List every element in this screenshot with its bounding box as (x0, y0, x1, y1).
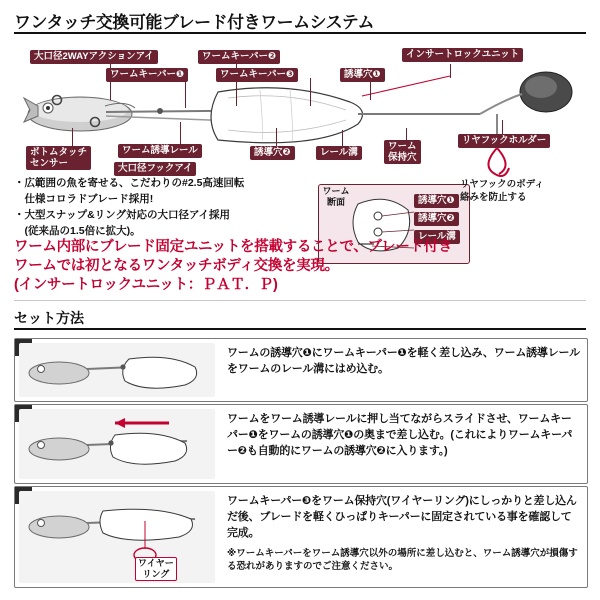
bottom-sensor-line1: ボトムタッチ (30, 147, 88, 158)
label-rail-groove: レール溝 (316, 146, 362, 160)
cross-section-title (321, 186, 351, 208)
step-3-text: ワームキーパー❸をワーム保持穴(ワイヤーリング)にしっかりと差し込んだ後、ブレードを軽くひっぱりキーパーに固定されている事を確認して完成。 (227, 495, 577, 539)
rear-hook-note (460, 178, 544, 204)
label-worm-keeper-3: ワームキーパー❸ (216, 68, 298, 82)
cross-title-line2: 断面 (326, 197, 345, 207)
leader-line (185, 80, 186, 108)
bullet-line: ・大型スナップ&リング対応の大口径アイ採用 (14, 209, 231, 221)
highlight-line: (インサートロックユニット：ＰＡＴ．Ｐ) (14, 277, 278, 293)
cross-label-guide-hole-1: 誘導穴❶ (414, 194, 459, 208)
leader-line (310, 78, 311, 106)
bullet-line: ・広範囲の魚を寄せる、こだわりの#2.5高速回転 (14, 177, 245, 189)
step-3-illustration (19, 491, 215, 583)
step-3-note: ※ワームキーパーをワーム誘導穴以外の場所に差し込むと、ワーム誘導穴が損傷する恐れがありますのでご注意ください。 (227, 548, 578, 572)
callout-line1: ワイヤー (138, 558, 174, 568)
worm-hold-line2: 保持穴 (388, 152, 417, 163)
label-big-eye-2way: 大口径2WAYアクションアイ (30, 50, 158, 64)
step-2 (14, 404, 588, 484)
step-2-illustration (19, 409, 215, 479)
bullet-line: 仕様コロラドブレード採用! (14, 193, 154, 205)
feature-bullets (14, 176, 304, 240)
label-worm-keeper-1: ワームキーパー❶ (106, 68, 188, 82)
cross-label-guide-hole-2: 誘導穴❷ (414, 212, 459, 226)
label-insert-lock-unit: インサートロックユニット (402, 48, 523, 62)
label-worm-guide-rail: ワーム誘導レール (118, 144, 202, 158)
label-worm-keeper-2: ワームキーパー❷ (198, 50, 280, 64)
bottom-sensor-line2: センサー (30, 158, 69, 169)
leader-line (450, 64, 451, 78)
label-big-eye-hook: 大口径フックアイ (114, 162, 196, 176)
label-guide-hole-1: 誘導穴❶ (340, 68, 385, 82)
highlight-paragraph (14, 238, 586, 295)
highlight-line: ワーム内部にブレード固定ユニットを搭載することで、ブレード付き (14, 239, 453, 255)
set-method-heading: セット方法 (14, 310, 84, 326)
set-method-divider (14, 328, 586, 330)
section-divider (14, 300, 586, 301)
leader-line (180, 122, 181, 144)
highlight-line: ワームでは初となるワンタッチボディ交換を実現。 (14, 258, 339, 274)
bullet-line: (従来品の1.5倍に拡大)。 (14, 225, 141, 237)
leader-line (276, 128, 277, 146)
title-divider (14, 32, 586, 34)
cross-label-rail-groove: レール溝 (414, 230, 460, 244)
callout-line2: リング (142, 569, 170, 579)
cross-title-line1: ワーム (322, 186, 350, 196)
step-1-illustration (19, 343, 215, 397)
hook-note-line2: 絡みを防止する (460, 192, 527, 203)
page-title: ワンタッチ交換可能ブレード付きワームシステム (14, 13, 374, 32)
step-3 (14, 486, 588, 588)
step-2-text: ワームをワーム誘導レールに押し当てながらスライドさせ、ワームキーパー❶をワームの誘導穴❶の奥まで差し込む。(これによりワームキーパー❷も自動的にワームの誘導穴❷に入ります。) (227, 413, 573, 457)
hook-note-line1: リヤフックのボディ (460, 179, 544, 190)
step-1 (14, 338, 588, 402)
label-guide-hole-2: 誘導穴❷ (250, 146, 295, 160)
label-rear-hook-holder: リヤフックホルダー (458, 134, 550, 148)
wire-ring-callout (135, 557, 177, 581)
leader-line (72, 128, 73, 146)
step-1-text: ワームの誘導穴❶にワームキーパー❶を軽く差し込み、ワーム誘導レールをワームのレール溝にはめ込む。 (227, 347, 580, 375)
label-worm-hold-hole (384, 140, 421, 164)
leader-line (342, 130, 343, 146)
label-bottom-touch-sensor (26, 146, 91, 170)
worm-hold-line1: ワーム (388, 141, 417, 152)
